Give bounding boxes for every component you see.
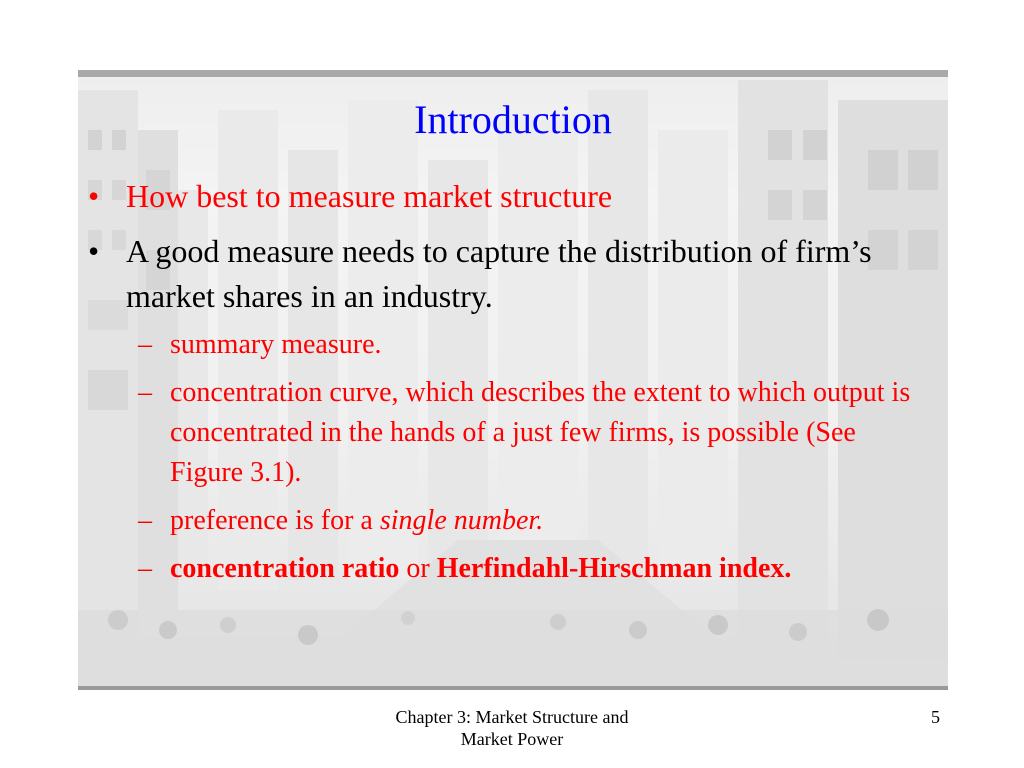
slide-frame-bottom <box>78 686 948 690</box>
dash-mark: – <box>138 505 152 536</box>
sub-bullet-text: summary measure. <box>170 329 382 360</box>
sub-bullet-item <box>126 549 926 589</box>
dash-mark: – <box>138 553 152 584</box>
sub-bullet-item <box>126 325 926 365</box>
bullet-list <box>86 174 926 599</box>
sub-bullet-item <box>126 373 926 493</box>
bullet-item <box>86 229 926 589</box>
term-hhi: Herfindahl-Hirschman index. <box>436 553 792 584</box>
emphasis-text: single number. <box>379 505 544 536</box>
sub-bullet-list <box>126 325 926 589</box>
dash-mark: – <box>138 329 152 360</box>
slide-title: Introduction <box>414 97 612 142</box>
bullet-text: A good measure needs to capture the distribution of firm’s market shares in an industry. <box>126 233 872 314</box>
bullet-mark: • <box>88 178 100 214</box>
sub-bullet-text: concentration curve, which describes the extent to which output is concentrated in the hands of a just few firms, is possible (See Figure 3.1). <box>170 377 911 488</box>
connector-text: or <box>399 553 437 584</box>
sub-bullet-text: preference is for a <box>170 505 380 536</box>
slide-frame-top <box>78 70 948 77</box>
term-concentration-ratio: concentration ratio <box>170 553 400 584</box>
sub-bullet-item <box>126 501 926 541</box>
page-number: 5 <box>931 707 940 727</box>
bullet-text: How best to measure market structure <box>126 178 613 214</box>
footer-line-2: Market Power <box>460 729 564 749</box>
footer-line-1: Chapter 3: Market Structure and <box>395 707 629 727</box>
footer-chapter <box>362 706 662 750</box>
bullet-mark: • <box>88 233 100 269</box>
dash-mark: – <box>138 377 152 408</box>
bullet-item <box>86 174 926 219</box>
